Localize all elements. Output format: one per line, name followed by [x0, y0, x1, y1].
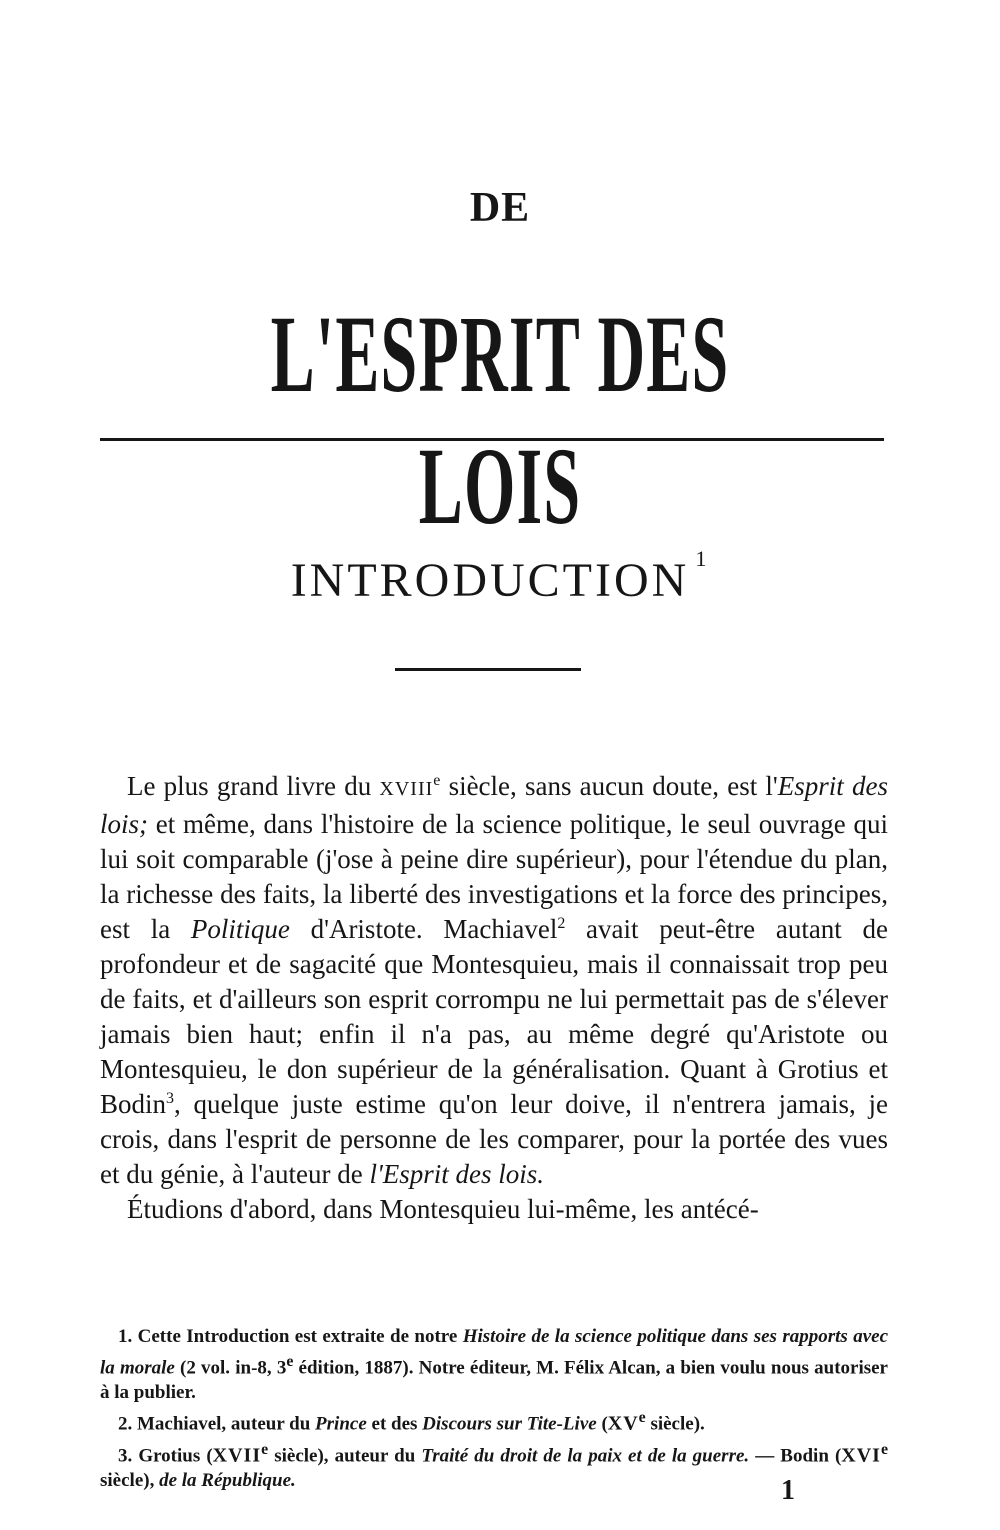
italic-title: de la République. — [159, 1469, 296, 1491]
footnote-ref-1: 1 — [695, 546, 710, 571]
section-divider — [395, 668, 581, 671]
italic-title: l'Esprit des lois. — [369, 1159, 545, 1189]
superscript: e — [286, 1353, 294, 1370]
italic-title: Histoire de la science politique dans ses rapports avec la morale — [100, 1326, 888, 1379]
footnote-ref-2: 2 — [557, 915, 566, 932]
text-run: , quelque juste estime qu'on leur doive, il n'entrera jamais, je crois, dans l'esprit de personne de les comparer, pour la portée des vues et du génie, à l'auteur de — [100, 1089, 888, 1189]
text-run: — Bodin ( — [749, 1444, 842, 1466]
text-run: (2 vol. in-8, 3 — [174, 1357, 287, 1379]
text-run: avait peut-être autant de profondeur et de sagacité que Montesquieu, mais il connaissait trop peu de faits, et d'ailleurs son esprit corrompu ne lui permettait pas de s'élever jamais bien haut; enfin il n'a pas, au même degré qu'Aristote ou Montesquieu, le don supérieur de la généralisation. Quant à Grotius et Bodin — [100, 914, 888, 1119]
text-run: ( — [596, 1413, 608, 1435]
text-run: d'Aristote. Machiavel — [289, 914, 558, 944]
century-numeral: XVII — [212, 1443, 262, 1466]
text-run: siècle). — [645, 1413, 705, 1435]
title-divider — [100, 438, 884, 441]
text-run: siècle), — [100, 1469, 160, 1491]
text-run: 1. Cette Introduction est extraite de notre — [118, 1326, 463, 1347]
footnote-ref-3: 3 — [166, 1090, 175, 1107]
italic-title: Traité du droit de la paix et de la guerre. — [421, 1444, 750, 1466]
page-title: L'ESPRIT DES LOIS — [270, 293, 730, 547]
text-run: et même, dans l'histoire de la science politique, le seul ouvrage qui lui soit comparable (j'ose à peine dire supérieur), pour l'étendue du plan, la richesse des faits, la liberté des investigations et la force des principes, est la — [100, 809, 888, 944]
text-run: édition, 1887). Notre éditeur, M. Félix Alcan, a bien voulu nous autoriser à la publier. — [100, 1357, 888, 1404]
superscript: e — [261, 1440, 269, 1458]
section-heading-text: INTRODUCTION — [290, 554, 690, 607]
century-numeral: XV — [607, 1412, 639, 1435]
body-text — [100, 769, 888, 1227]
footnote-1 — [100, 1324, 888, 1405]
text-run: Le plus grand livre du — [127, 771, 380, 801]
text-run: 2. Machiavel, auteur du — [118, 1413, 316, 1435]
superscript: e — [880, 1440, 888, 1458]
paragraph: Étudions d'abord, dans Montesquieu lui-même, les antécé- — [127, 1194, 759, 1224]
century-numeral: XVIII — [379, 778, 434, 800]
footnote-2 — [100, 1405, 888, 1436]
title-prefix: DE — [469, 185, 531, 231]
century-numeral: XVI — [841, 1443, 881, 1466]
page-number: 1 — [781, 1475, 795, 1506]
superscript: e — [638, 1409, 646, 1427]
text-run: et des — [366, 1413, 423, 1435]
text-run: siècle, sans aucun doute, est l' — [440, 771, 778, 801]
text-run: 3. Grotius ( — [118, 1444, 213, 1466]
footnotes — [100, 1324, 888, 1493]
paragraph — [100, 769, 888, 1192]
italic-title: Politique — [190, 914, 290, 944]
text-run: siècle), auteur du — [268, 1444, 422, 1466]
section-heading — [0, 546, 1000, 608]
superscript: e — [433, 772, 441, 789]
italic-title: Esprit des lois; — [100, 771, 888, 839]
italic-title: Discours sur Tite-Live — [422, 1413, 597, 1435]
italic-title: Prince — [315, 1413, 367, 1435]
